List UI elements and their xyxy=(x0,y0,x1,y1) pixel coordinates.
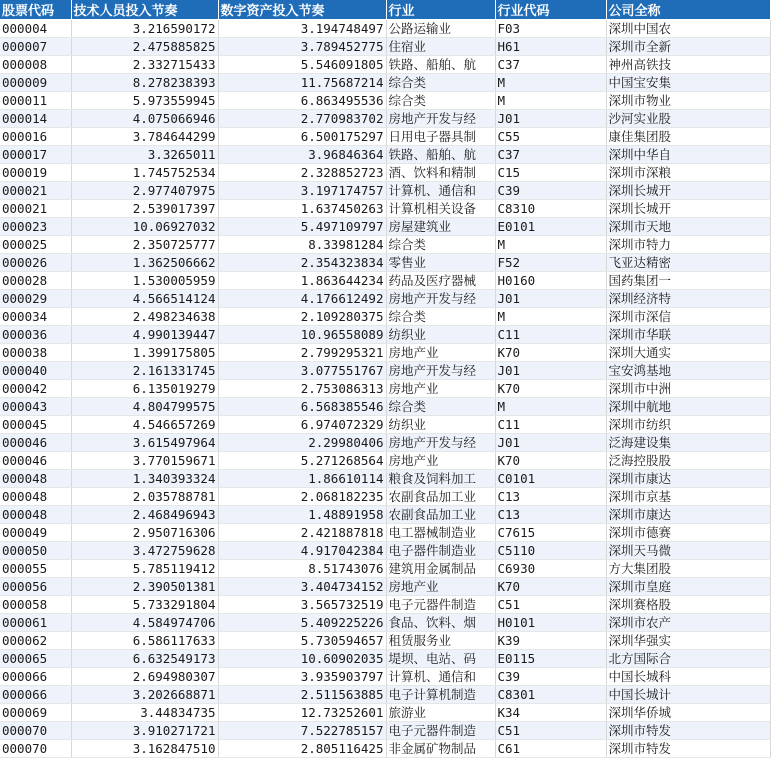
digital-asset-pace-cell[interactable]: 2.511563885 xyxy=(218,686,386,704)
table-body xyxy=(0,20,770,758)
industry-cell[interactable]: 住宿业 xyxy=(386,38,495,56)
industry-cell[interactable]: 综合类 xyxy=(386,308,495,326)
tech-staff-pace-cell[interactable]: 3.44834735 xyxy=(71,704,218,722)
tech-staff-pace-cell[interactable]: 3.472759628 xyxy=(71,542,218,560)
industry-cell[interactable]: 粮食及饲料加工 xyxy=(386,470,495,488)
industry-cell[interactable]: 电子器件制造业 xyxy=(386,542,495,560)
industry-cell[interactable]: 租赁服务业 xyxy=(386,632,495,650)
table-row xyxy=(0,596,770,614)
table-row xyxy=(0,272,770,290)
industry-cell[interactable]: 农副食品加工业 xyxy=(386,506,495,524)
company-name-cell[interactable]: 深圳经济特 xyxy=(606,290,770,308)
digital-asset-pace-cell[interactable]: 2.109280375 xyxy=(218,308,386,326)
industry-cell[interactable]: 综合类 xyxy=(386,74,495,92)
company-name-cell[interactable]: 北方国际合 xyxy=(606,650,770,668)
company-name-cell[interactable]: 国药集团一 xyxy=(606,272,770,290)
digital-asset-pace-cell[interactable]: 4.176612492 xyxy=(218,290,386,308)
digital-asset-pace-cell[interactable]: 1.86610114 xyxy=(218,470,386,488)
industry-cell[interactable]: 建筑用金属制品 xyxy=(386,560,495,578)
table-row xyxy=(0,722,770,740)
industry-cell[interactable]: 房地产开发与经 xyxy=(386,290,495,308)
digital-asset-pace-cell[interactable]: 3.197174757 xyxy=(218,182,386,200)
industry-code-cell[interactable]: C39 xyxy=(495,182,606,200)
industry-code-cell[interactable]: J01 xyxy=(495,290,606,308)
industry-code-cell[interactable]: C51 xyxy=(495,722,606,740)
stock-code-cell[interactable]: 000048 xyxy=(0,506,71,524)
industry-code-cell[interactable]: K70 xyxy=(495,452,606,470)
company-name-cell[interactable]: 深圳市特发 xyxy=(606,740,770,758)
industry-cell[interactable]: 房地产业 xyxy=(386,452,495,470)
stock-code-cell[interactable]: 000070 xyxy=(0,722,71,740)
tech-staff-pace-cell[interactable]: 2.950716306 xyxy=(71,524,218,542)
company-name-cell[interactable]: 深圳市深粮 xyxy=(606,164,770,182)
table-row xyxy=(0,218,770,236)
company-name-cell[interactable]: 深圳市纺织 xyxy=(606,416,770,434)
stock-code-cell[interactable]: 000023 xyxy=(0,218,71,236)
tech-staff-pace-cell[interactable]: 2.035788781 xyxy=(71,488,218,506)
industry-code-cell[interactable]: K34 xyxy=(495,704,606,722)
company-name-cell[interactable]: 深圳市深信 xyxy=(606,308,770,326)
tech-staff-pace-cell[interactable]: 1.340393324 xyxy=(71,470,218,488)
stock-code-cell[interactable]: 000042 xyxy=(0,380,71,398)
stock-code-cell[interactable]: 000014 xyxy=(0,110,71,128)
tech-staff-pace-cell[interactable]: 10.06927032 xyxy=(71,218,218,236)
tech-staff-pace-cell[interactable]: 3.216590172 xyxy=(71,20,218,38)
table-row xyxy=(0,164,770,182)
table-row xyxy=(0,344,770,362)
digital-asset-pace-cell[interactable]: 2.421887818 xyxy=(218,524,386,542)
table-row xyxy=(0,236,770,254)
tech-staff-pace-cell[interactable]: 2.694980307 xyxy=(71,668,218,686)
table-row xyxy=(0,686,770,704)
tech-staff-pace-cell[interactable]: 6.135019279 xyxy=(71,380,218,398)
industry-cell[interactable]: 计算机、通信和 xyxy=(386,668,495,686)
industry-code-cell[interactable]: H61 xyxy=(495,38,606,56)
digital-asset-pace-cell[interactable]: 3.565732519 xyxy=(218,596,386,614)
industry-cell[interactable]: 计算机、通信和 xyxy=(386,182,495,200)
table-row xyxy=(0,452,770,470)
table-row xyxy=(0,398,770,416)
table-row xyxy=(0,38,770,56)
industry-cell[interactable]: 房地产开发与经 xyxy=(386,434,495,452)
table-row xyxy=(0,704,770,722)
company-name-cell[interactable]: 深圳长城开 xyxy=(606,182,770,200)
header-row xyxy=(0,0,770,20)
industry-cell[interactable]: 房地产业 xyxy=(386,344,495,362)
stock-code-cell[interactable]: 000029 xyxy=(0,290,71,308)
table-row xyxy=(0,560,770,578)
industry-code-cell[interactable]: J01 xyxy=(495,434,606,452)
table-row xyxy=(0,416,770,434)
tech-staff-pace-cell[interactable]: 5.785119412 xyxy=(71,560,218,578)
industry-cell[interactable]: 农副食品加工业 xyxy=(386,488,495,506)
digital-asset-pace-cell[interactable]: 1.637450263 xyxy=(218,200,386,218)
company-name-cell[interactable]: 深圳市京基 xyxy=(606,488,770,506)
industry-code-cell[interactable]: E0101 xyxy=(495,218,606,236)
company-name-cell[interactable]: 神州高铁技 xyxy=(606,56,770,74)
table-row xyxy=(0,506,770,524)
tech-staff-pace-cell[interactable]: 6.632549173 xyxy=(71,650,218,668)
tech-staff-pace-cell[interactable]: 6.586117633 xyxy=(71,632,218,650)
industry-code-cell[interactable]: M xyxy=(495,236,606,254)
industry-cell[interactable]: 酒、饮料和精制 xyxy=(386,164,495,182)
stock-code-cell[interactable]: 000036 xyxy=(0,326,71,344)
company-name-cell[interactable]: 深圳长城开 xyxy=(606,200,770,218)
industry-code-cell[interactable]: C6930 xyxy=(495,560,606,578)
table-row xyxy=(0,740,770,758)
digital-asset-pace-cell[interactable]: 11.75687214 xyxy=(218,74,386,92)
table-row xyxy=(0,488,770,506)
company-name-cell[interactable]: 深圳大通实 xyxy=(606,344,770,362)
digital-asset-pace-cell[interactable]: 2.328852723 xyxy=(218,164,386,182)
table-row xyxy=(0,614,770,632)
tech-staff-pace-cell[interactable]: 1.362506662 xyxy=(71,254,218,272)
stock-code-cell[interactable]: 000061 xyxy=(0,614,71,632)
company-name-cell[interactable]: 宝安鸿基地 xyxy=(606,362,770,380)
table-row xyxy=(0,578,770,596)
digital-asset-pace-cell[interactable]: 3.404734152 xyxy=(218,578,386,596)
industry-code-cell[interactable]: C0101 xyxy=(495,470,606,488)
stock-code-cell[interactable]: 000065 xyxy=(0,650,71,668)
industry-code-cell[interactable]: C37 xyxy=(495,146,606,164)
column-header-company-name[interactable]: 公司全称 xyxy=(606,0,770,20)
company-name-cell[interactable]: 深圳中国农 xyxy=(606,20,770,38)
company-name-cell[interactable]: 深圳市中洲 xyxy=(606,380,770,398)
company-name-cell[interactable]: 深圳市德赛 xyxy=(606,524,770,542)
tech-staff-pace-cell[interactable]: 8.278238393 xyxy=(71,74,218,92)
digital-asset-pace-cell[interactable]: 2.068182235 xyxy=(218,488,386,506)
table-row xyxy=(0,56,770,74)
industry-code-cell[interactable]: K39 xyxy=(495,632,606,650)
stock-code-cell[interactable]: 000026 xyxy=(0,254,71,272)
table-row xyxy=(0,74,770,92)
stock-code-cell[interactable]: 000021 xyxy=(0,182,71,200)
industry-code-cell[interactable]: F03 xyxy=(495,20,606,38)
tech-staff-pace-cell[interactable]: 1.399175805 xyxy=(71,344,218,362)
tech-staff-pace-cell[interactable]: 3.202668871 xyxy=(71,686,218,704)
digital-asset-pace-cell[interactable]: 6.568385546 xyxy=(218,398,386,416)
tech-staff-pace-cell[interactable]: 5.973559945 xyxy=(71,92,218,110)
tech-staff-pace-cell[interactable]: 2.161331745 xyxy=(71,362,218,380)
industry-cell[interactable]: 非金属矿物制品 xyxy=(386,740,495,758)
industry-code-cell[interactable]: K70 xyxy=(495,578,606,596)
table-row xyxy=(0,668,770,686)
tech-staff-pace-cell[interactable]: 2.332715433 xyxy=(71,56,218,74)
digital-asset-pace-cell[interactable]: 6.863495536 xyxy=(218,92,386,110)
table-row xyxy=(0,524,770,542)
company-name-cell[interactable]: 深圳市农产 xyxy=(606,614,770,632)
digital-asset-pace-cell[interactable]: 5.409225226 xyxy=(218,614,386,632)
stock-code-cell[interactable]: 000038 xyxy=(0,344,71,362)
digital-asset-pace-cell[interactable]: 3.077551767 xyxy=(218,362,386,380)
table-row xyxy=(0,380,770,398)
tech-staff-pace-cell[interactable]: 1.530005959 xyxy=(71,272,218,290)
tech-staff-pace-cell[interactable]: 2.390501381 xyxy=(71,578,218,596)
table-row xyxy=(0,650,770,668)
tech-staff-pace-cell[interactable]: 4.990139447 xyxy=(71,326,218,344)
stock-code-cell[interactable]: 000048 xyxy=(0,488,71,506)
industry-cell[interactable]: 公路运输业 xyxy=(386,20,495,38)
company-name-cell[interactable]: 深圳市天地 xyxy=(606,218,770,236)
industry-cell[interactable]: 房地产业 xyxy=(386,578,495,596)
stock-code-cell[interactable]: 000043 xyxy=(0,398,71,416)
industry-cell[interactable]: 电工器械制造业 xyxy=(386,524,495,542)
industry-cell[interactable]: 日用电子器具制 xyxy=(386,128,495,146)
industry-code-cell[interactable]: C5110 xyxy=(495,542,606,560)
industry-cell[interactable]: 房地产开发与经 xyxy=(386,110,495,128)
industry-code-cell[interactable]: C13 xyxy=(495,488,606,506)
table-row xyxy=(0,308,770,326)
digital-asset-pace-cell[interactable]: 2.799295321 xyxy=(218,344,386,362)
tech-staff-pace-cell[interactable]: 4.804799575 xyxy=(71,398,218,416)
digital-asset-pace-cell[interactable]: 2.805116425 xyxy=(218,740,386,758)
table-row xyxy=(0,146,770,164)
tech-staff-pace-cell[interactable]: 3.784644299 xyxy=(71,128,218,146)
table-row xyxy=(0,200,770,218)
tech-staff-pace-cell[interactable]: 1.745752534 xyxy=(71,164,218,182)
digital-asset-pace-cell[interactable]: 5.730594657 xyxy=(218,632,386,650)
stock-code-cell[interactable]: 000009 xyxy=(0,74,71,92)
tech-staff-pace-cell[interactable]: 4.584974706 xyxy=(71,614,218,632)
stock-code-cell[interactable]: 000008 xyxy=(0,56,71,74)
company-name-cell[interactable]: 深圳市康达 xyxy=(606,470,770,488)
digital-asset-pace-cell[interactable]: 1.863644234 xyxy=(218,272,386,290)
industry-code-cell[interactable]: M xyxy=(495,92,606,110)
industry-code-cell[interactable]: C15 xyxy=(495,164,606,182)
industry-cell[interactable]: 药品及医疗器械 xyxy=(386,272,495,290)
table-row xyxy=(0,542,770,560)
company-name-cell[interactable]: 方大集团股 xyxy=(606,560,770,578)
company-name-cell[interactable]: 泛海控股股 xyxy=(606,452,770,470)
industry-cell[interactable]: 旅游业 xyxy=(386,704,495,722)
industry-cell[interactable]: 综合类 xyxy=(386,92,495,110)
digital-asset-pace-cell[interactable]: 6.974072329 xyxy=(218,416,386,434)
stock-code-cell[interactable]: 000070 xyxy=(0,740,71,758)
tech-staff-pace-cell[interactable]: 4.566514124 xyxy=(71,290,218,308)
tech-staff-pace-cell[interactable]: 3.615497964 xyxy=(71,434,218,452)
digital-asset-pace-cell[interactable]: 2.29980406 xyxy=(218,434,386,452)
industry-code-cell[interactable]: H0101 xyxy=(495,614,606,632)
digital-asset-pace-cell[interactable]: 2.753086313 xyxy=(218,380,386,398)
company-name-cell[interactable]: 深圳市特发 xyxy=(606,722,770,740)
industry-cell[interactable]: 房屋建筑业 xyxy=(386,218,495,236)
tech-staff-pace-cell[interactable]: 3.910271721 xyxy=(71,722,218,740)
digital-asset-pace-cell[interactable]: 3.96846364 xyxy=(218,146,386,164)
digital-asset-pace-cell[interactable]: 12.73252601 xyxy=(218,704,386,722)
industry-code-cell[interactable]: H0160 xyxy=(495,272,606,290)
industry-cell[interactable]: 综合类 xyxy=(386,236,495,254)
industry-code-cell[interactable]: C11 xyxy=(495,326,606,344)
stock-code-cell[interactable]: 000040 xyxy=(0,362,71,380)
column-header-stock-code[interactable]: 股票代码 xyxy=(0,0,71,20)
table-row xyxy=(0,182,770,200)
stock-code-cell[interactable]: 000021 xyxy=(0,200,71,218)
industry-code-cell[interactable]: C37 xyxy=(495,56,606,74)
industry-cell[interactable]: 电子计算机制造 xyxy=(386,686,495,704)
column-header-digital-asset-pace[interactable]: 数字资产投入节奏 xyxy=(218,0,386,20)
company-name-cell[interactable]: 泛海建设集 xyxy=(606,434,770,452)
company-name-cell[interactable]: 深圳华强实 xyxy=(606,632,770,650)
industry-code-cell[interactable]: C11 xyxy=(495,416,606,434)
table-row xyxy=(0,470,770,488)
tech-staff-pace-cell[interactable]: 3.3265011 xyxy=(71,146,218,164)
company-name-cell[interactable]: 深圳天马微 xyxy=(606,542,770,560)
company-name-cell[interactable]: 深圳中华自 xyxy=(606,146,770,164)
industry-cell[interactable]: 零售业 xyxy=(386,254,495,272)
stock-code-cell[interactable]: 000066 xyxy=(0,668,71,686)
industry-code-cell[interactable]: K70 xyxy=(495,344,606,362)
industry-cell[interactable]: 纺织业 xyxy=(386,416,495,434)
digital-asset-pace-cell[interactable]: 3.789452775 xyxy=(218,38,386,56)
digital-asset-pace-cell[interactable]: 2.770983702 xyxy=(218,110,386,128)
stock-code-cell[interactable]: 000019 xyxy=(0,164,71,182)
tech-staff-pace-cell[interactable]: 2.468496943 xyxy=(71,506,218,524)
industry-cell[interactable]: 堤坝、电站、码 xyxy=(386,650,495,668)
stock-code-cell[interactable]: 000045 xyxy=(0,416,71,434)
tech-staff-pace-cell[interactable]: 5.733291804 xyxy=(71,596,218,614)
tech-staff-pace-cell[interactable]: 4.546657269 xyxy=(71,416,218,434)
stock-code-cell[interactable]: 000007 xyxy=(0,38,71,56)
digital-asset-pace-cell[interactable]: 8.51743076 xyxy=(218,560,386,578)
industry-code-cell[interactable]: F52 xyxy=(495,254,606,272)
industry-code-cell[interactable]: C55 xyxy=(495,128,606,146)
stock-code-cell[interactable]: 000046 xyxy=(0,434,71,452)
industry-code-cell[interactable]: J01 xyxy=(495,110,606,128)
company-name-cell[interactable]: 深圳市物业 xyxy=(606,92,770,110)
table-row xyxy=(0,128,770,146)
industry-code-cell[interactable]: C39 xyxy=(495,668,606,686)
industry-cell[interactable]: 纺织业 xyxy=(386,326,495,344)
table-row xyxy=(0,20,770,38)
table-row xyxy=(0,362,770,380)
stock-code-cell[interactable]: 000069 xyxy=(0,704,71,722)
stock-code-cell[interactable]: 000056 xyxy=(0,578,71,596)
industry-code-cell[interactable]: M xyxy=(495,308,606,326)
stock-code-cell[interactable]: 000062 xyxy=(0,632,71,650)
digital-asset-pace-cell[interactable]: 2.354323834 xyxy=(218,254,386,272)
company-name-cell[interactable]: 中国宝安集 xyxy=(606,74,770,92)
digital-asset-pace-cell[interactable]: 7.522785157 xyxy=(218,722,386,740)
company-name-cell[interactable]: 康佳集团股 xyxy=(606,128,770,146)
industry-cell[interactable]: 铁路、船舶、航 xyxy=(386,56,495,74)
industry-cell[interactable]: 铁路、船舶、航 xyxy=(386,146,495,164)
company-name-cell[interactable]: 深圳市全新 xyxy=(606,38,770,56)
column-header-industry-code[interactable]: 行业代码 xyxy=(495,0,606,20)
column-header-tech-staff-pace[interactable]: 技术人员投入节奏 xyxy=(71,0,218,20)
digital-asset-pace-cell[interactable]: 8.33981284 xyxy=(218,236,386,254)
company-name-cell[interactable]: 沙河实业股 xyxy=(606,110,770,128)
industry-cell[interactable]: 食品、饮料、烟 xyxy=(386,614,495,632)
industry-code-cell[interactable]: E0115 xyxy=(495,650,606,668)
stock-code-cell[interactable]: 000017 xyxy=(0,146,71,164)
stock-code-cell[interactable]: 000066 xyxy=(0,686,71,704)
company-name-cell[interactable]: 深圳市特力 xyxy=(606,236,770,254)
digital-asset-pace-cell[interactable]: 5.271268564 xyxy=(218,452,386,470)
digital-asset-pace-cell[interactable]: 1.48891958 xyxy=(218,506,386,524)
stock-code-cell[interactable]: 000048 xyxy=(0,470,71,488)
industry-code-cell[interactable]: M xyxy=(495,74,606,92)
industry-code-cell[interactable]: C61 xyxy=(495,740,606,758)
table-row xyxy=(0,290,770,308)
digital-asset-pace-cell[interactable]: 10.60902035 xyxy=(218,650,386,668)
digital-asset-pace-cell[interactable]: 6.500175297 xyxy=(218,128,386,146)
tech-staff-pace-cell[interactable]: 2.350725777 xyxy=(71,236,218,254)
company-name-cell[interactable]: 深圳市康达 xyxy=(606,506,770,524)
company-name-cell[interactable]: 深圳市皇庭 xyxy=(606,578,770,596)
digital-asset-pace-cell[interactable]: 3.194748497 xyxy=(218,20,386,38)
stock-code-cell[interactable]: 000055 xyxy=(0,560,71,578)
table-row xyxy=(0,110,770,128)
digital-asset-pace-cell[interactable]: 3.935903797 xyxy=(218,668,386,686)
industry-cell[interactable]: 房地产开发与经 xyxy=(386,362,495,380)
stock-code-cell[interactable]: 000025 xyxy=(0,236,71,254)
tech-staff-pace-cell[interactable]: 2.539017397 xyxy=(71,200,218,218)
tech-staff-pace-cell[interactable]: 2.498234638 xyxy=(71,308,218,326)
digital-asset-pace-cell[interactable]: 5.546091805 xyxy=(218,56,386,74)
industry-code-cell[interactable]: C13 xyxy=(495,506,606,524)
company-name-cell[interactable]: 中国长城科 xyxy=(606,668,770,686)
digital-asset-pace-cell[interactable]: 5.497109797 xyxy=(218,218,386,236)
digital-asset-pace-cell[interactable]: 10.96558089 xyxy=(218,326,386,344)
tech-staff-pace-cell[interactable]: 2.977407975 xyxy=(71,182,218,200)
stock-code-cell[interactable]: 000016 xyxy=(0,128,71,146)
company-name-cell[interactable]: 中国长城计 xyxy=(606,686,770,704)
column-header-industry[interactable]: 行业 xyxy=(386,0,495,20)
company-name-cell[interactable]: 飞亚达精密 xyxy=(606,254,770,272)
tech-staff-pace-cell[interactable]: 3.770159671 xyxy=(71,452,218,470)
industry-code-cell[interactable]: C8310 xyxy=(495,200,606,218)
stock-code-cell[interactable]: 000004 xyxy=(0,20,71,38)
stock-code-cell[interactable]: 000046 xyxy=(0,452,71,470)
stock-code-cell[interactable]: 000049 xyxy=(0,524,71,542)
industry-cell[interactable]: 综合类 xyxy=(386,398,495,416)
stock-code-cell[interactable]: 000034 xyxy=(0,308,71,326)
industry-code-cell[interactable]: M xyxy=(495,398,606,416)
industry-cell[interactable]: 电子元器件制造 xyxy=(386,722,495,740)
table-row xyxy=(0,434,770,452)
table-row xyxy=(0,254,770,272)
company-name-cell[interactable]: 深圳赛格股 xyxy=(606,596,770,614)
industry-code-cell[interactable]: C8301 xyxy=(495,686,606,704)
industry-code-cell[interactable]: J01 xyxy=(495,362,606,380)
tech-staff-pace-cell[interactable]: 3.162847510 xyxy=(71,740,218,758)
industry-code-cell[interactable]: C51 xyxy=(495,596,606,614)
company-name-cell[interactable]: 深圳市华联 xyxy=(606,326,770,344)
stock-code-cell[interactable]: 000050 xyxy=(0,542,71,560)
industry-code-cell[interactable]: C7615 xyxy=(495,524,606,542)
tech-staff-pace-cell[interactable]: 4.075066946 xyxy=(71,110,218,128)
industry-cell[interactable]: 电子元器件制造 xyxy=(386,596,495,614)
industry-cell[interactable]: 房地产业 xyxy=(386,380,495,398)
digital-asset-pace-cell[interactable]: 4.917042384 xyxy=(218,542,386,560)
company-name-cell[interactable]: 深圳中航地 xyxy=(606,398,770,416)
stock-code-cell[interactable]: 000028 xyxy=(0,272,71,290)
table-row xyxy=(0,92,770,110)
company-name-cell[interactable]: 深圳华侨城 xyxy=(606,704,770,722)
table-header xyxy=(0,0,770,20)
stock-code-cell[interactable]: 000011 xyxy=(0,92,71,110)
stock-code-cell[interactable]: 000058 xyxy=(0,596,71,614)
table-row xyxy=(0,326,770,344)
table-row xyxy=(0,632,770,650)
tech-staff-pace-cell[interactable]: 2.475885825 xyxy=(71,38,218,56)
industry-code-cell[interactable]: K70 xyxy=(495,380,606,398)
industry-cell[interactable]: 计算机相关设备 xyxy=(386,200,495,218)
